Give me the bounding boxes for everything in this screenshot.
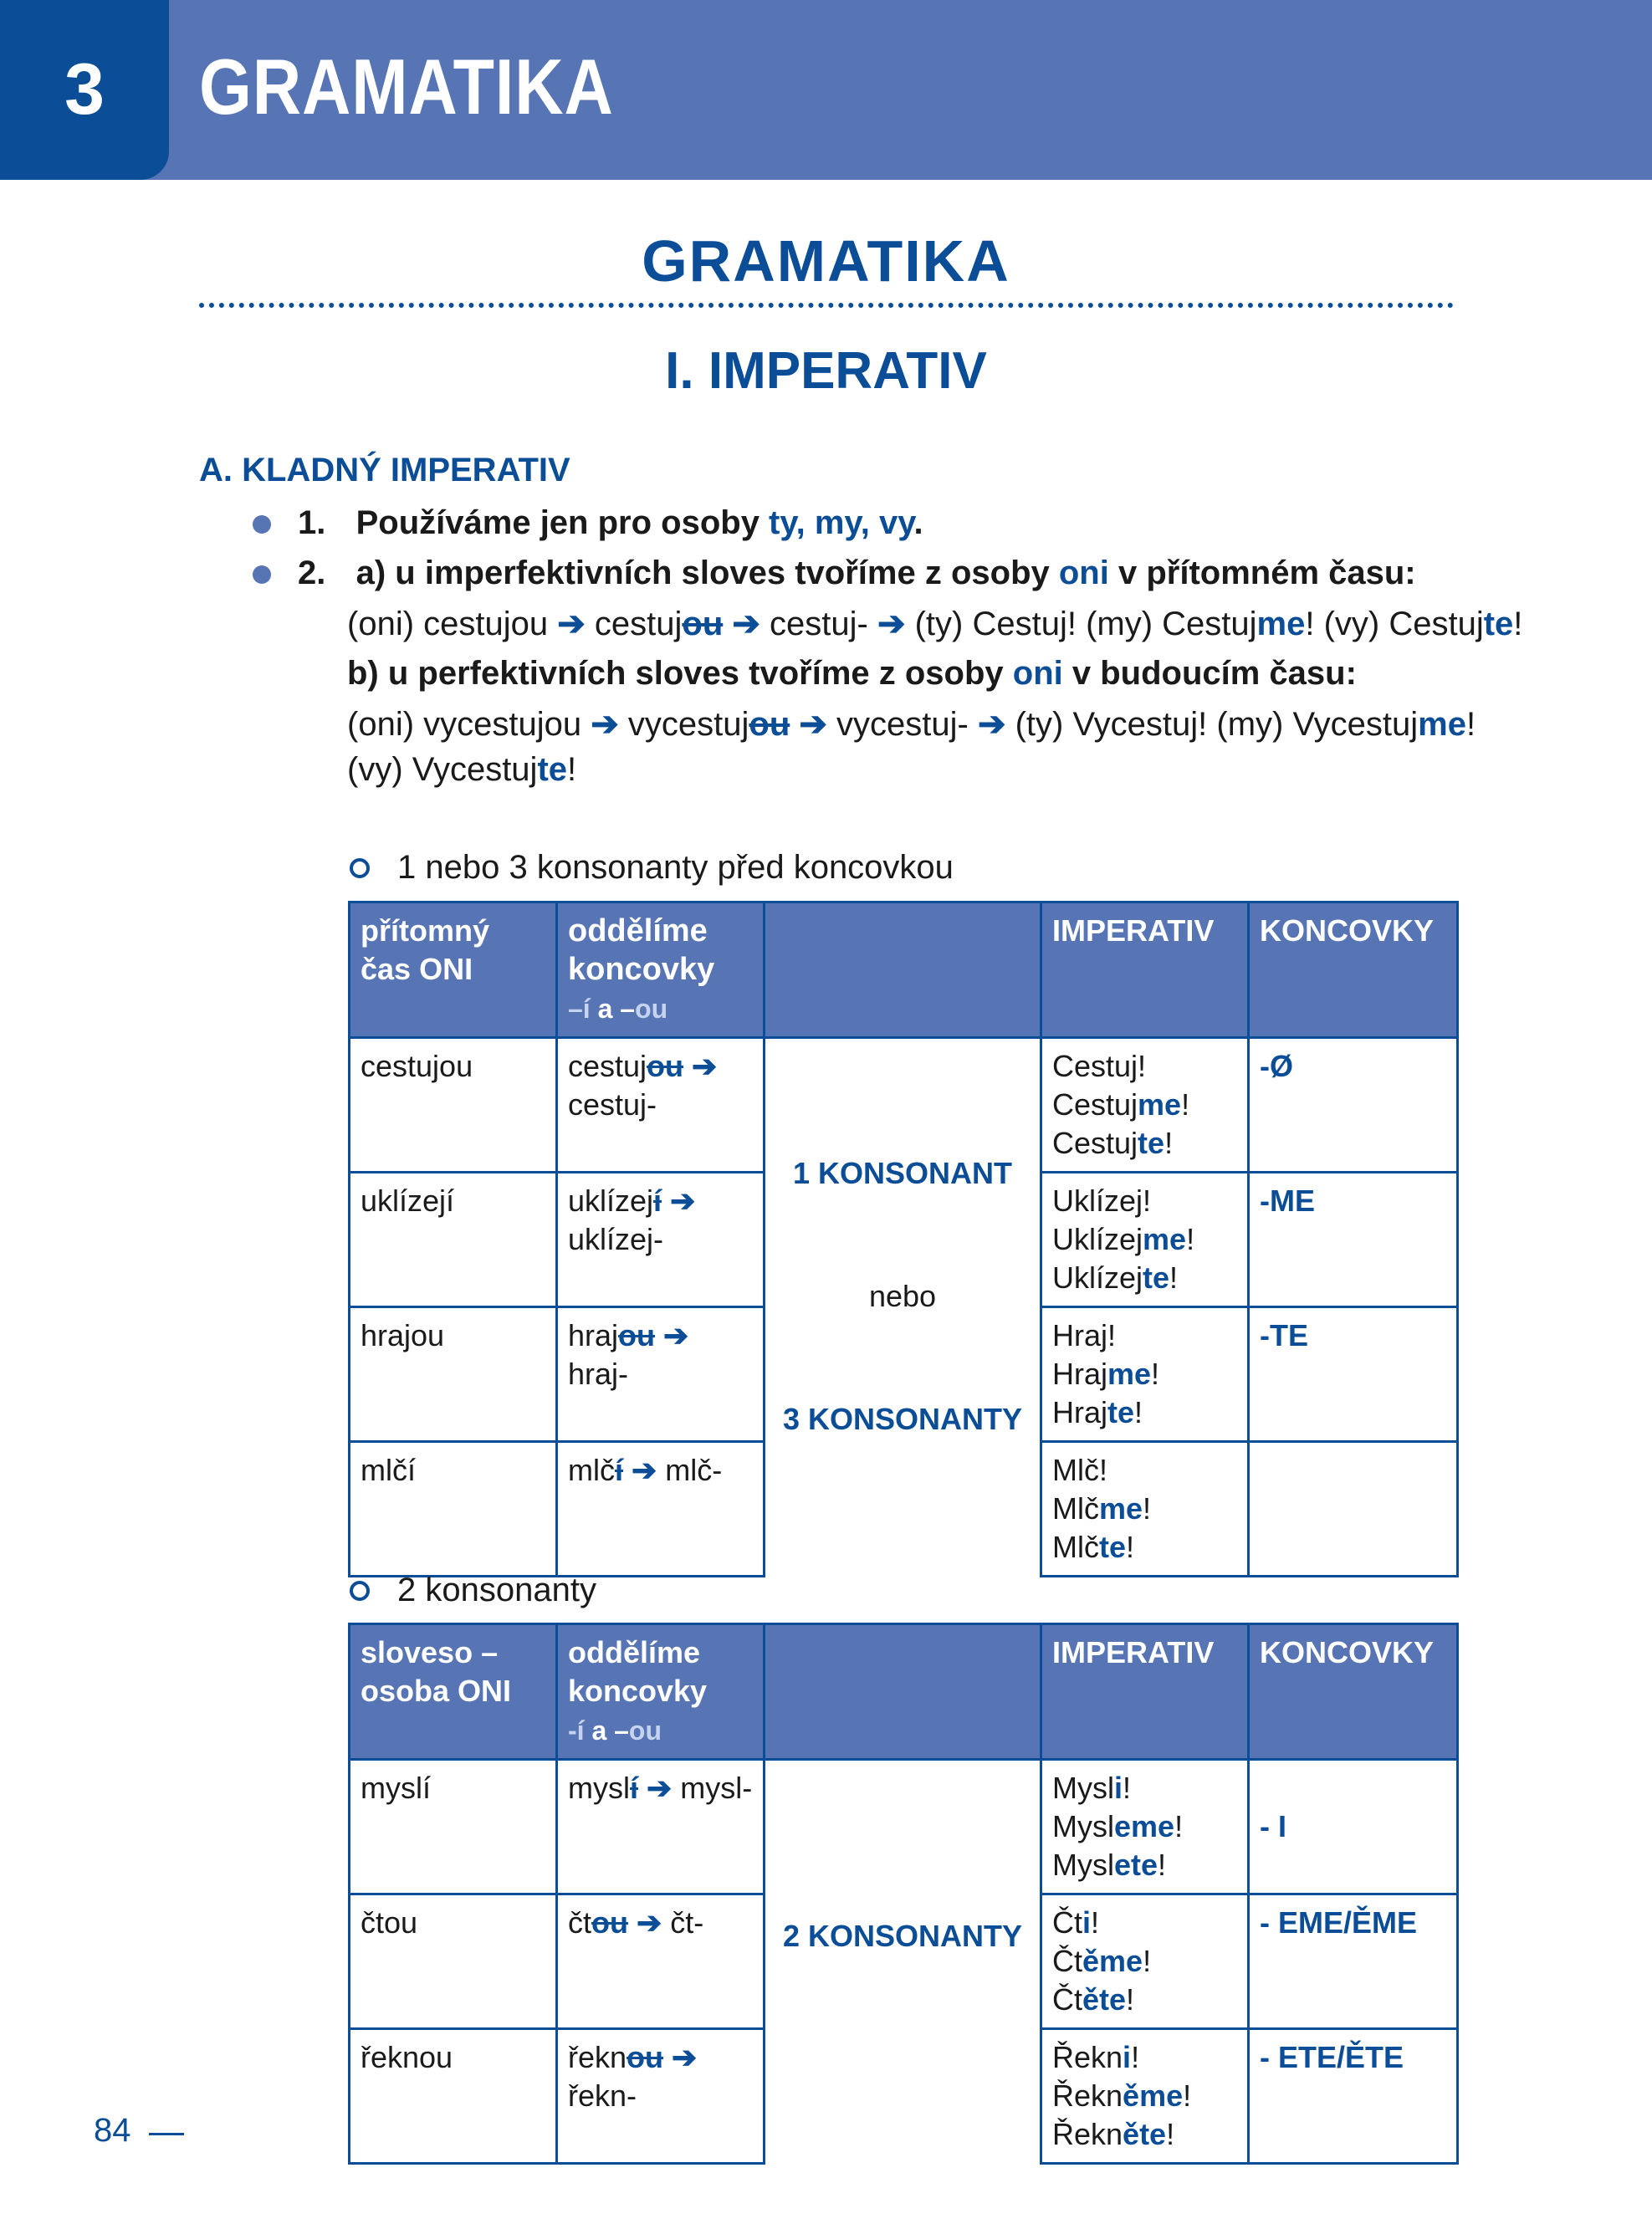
header-text: KONCOVKY xyxy=(1260,1635,1435,1669)
imperative-cell xyxy=(1041,1894,1249,2029)
header-empty xyxy=(765,1624,1041,1760)
stem: cestuj xyxy=(568,1049,647,1083)
circle-bullet-icon xyxy=(350,858,370,878)
stem: hraj xyxy=(568,1318,619,1352)
imperative-cell xyxy=(1041,1760,1249,1894)
imp: ! xyxy=(1143,1184,1152,1218)
crossed-ending: ou xyxy=(591,1905,628,1940)
subsection-heading: A. KLADNÝ IMPERATIV xyxy=(199,452,570,488)
header-sub: ou xyxy=(635,994,668,1024)
present-form: mlčí xyxy=(350,1442,557,1577)
page-title: GRAMATIKA xyxy=(642,228,1010,294)
rule-point-2a xyxy=(298,555,1416,592)
stem-result: cestuj- xyxy=(568,1087,657,1122)
imp: Mysl xyxy=(1052,1771,1114,1805)
consonant-rule-cell xyxy=(765,1760,1041,2164)
table-row xyxy=(350,1760,1458,1894)
rule-two-consonants: 2 KONSONANTY xyxy=(782,1919,1023,1953)
imperative-table-1 xyxy=(348,901,1459,1577)
ending-cell: -ME xyxy=(1249,1173,1458,1307)
arrow-right-icon: ➔ xyxy=(637,1905,662,1940)
arrow-right-icon: ➔ xyxy=(877,606,906,642)
consonant-rule-cell xyxy=(765,1038,1041,1577)
imp: ! xyxy=(1134,1395,1143,1429)
arrow-right-icon: ➔ xyxy=(591,706,619,743)
ending-cell xyxy=(1249,1442,1458,1577)
point-number: 2. xyxy=(298,555,326,591)
point-text: a) u imperfektivních sloves tvoříme z osoby xyxy=(355,555,1059,591)
chapter-number: 3 xyxy=(64,49,105,130)
stem: mlč xyxy=(568,1453,615,1487)
header-text: IMPERATIV xyxy=(1052,1635,1215,1669)
stem-cell xyxy=(557,1307,765,1442)
header-text: přítomný čas ONI xyxy=(361,913,490,986)
ending-me: ěme xyxy=(1082,1944,1143,1978)
imp: ! xyxy=(1164,1126,1174,1160)
table1-caption: 1 nebo 3 konsonanty před koncovkou xyxy=(397,849,954,886)
imperative-cell xyxy=(1041,2029,1249,2164)
imp: Cestuj xyxy=(1052,1049,1138,1083)
stem-cell xyxy=(557,1038,765,1173)
highlight-text: oni xyxy=(1012,655,1063,692)
imp: Řekn xyxy=(1052,2117,1123,2151)
rule-point-2b xyxy=(347,655,1357,693)
imp: Uklízej xyxy=(1052,1184,1143,1218)
example-text: ! xyxy=(567,751,577,788)
imp: Hraj xyxy=(1052,1318,1108,1352)
imp: ! xyxy=(1126,1530,1135,1564)
crossed-ending: ou xyxy=(618,1318,656,1352)
header-text: IMPERATIV xyxy=(1052,913,1215,948)
stem-cell xyxy=(557,1442,765,1577)
crossed-ending: ou xyxy=(749,706,790,743)
imp: ! xyxy=(1107,1318,1117,1352)
rule-one-consonant: 1 KONSONANT xyxy=(792,1156,1013,1190)
header-sub: –í xyxy=(568,994,591,1024)
ending-me: me xyxy=(1143,1222,1187,1256)
crossed-ending: í xyxy=(630,1771,639,1805)
ending-me: me xyxy=(1256,606,1306,642)
page-number-line xyxy=(149,2133,184,2135)
example-text: (vy) Vycestuj xyxy=(347,751,538,788)
example-text: ! xyxy=(1465,706,1476,743)
ending-te: te xyxy=(1107,1395,1135,1429)
ending-me: me xyxy=(1107,1357,1152,1391)
stem: mysl xyxy=(568,1771,630,1805)
ending-cell: -Ø xyxy=(1249,1038,1458,1173)
point-end: v budoucím času: xyxy=(1062,655,1357,692)
imperative-cell xyxy=(1041,1038,1249,1173)
arrow-right-icon: ➔ xyxy=(632,1453,657,1487)
rule-three-consonants: 3 KONSONANTY xyxy=(782,1402,1023,1436)
ending-cell: - I xyxy=(1249,1760,1458,1894)
imp: ! xyxy=(1169,1260,1179,1295)
stem-result: mlč- xyxy=(665,1453,723,1487)
imp: ! xyxy=(1131,2040,1140,2074)
stem: uklízej xyxy=(568,1184,654,1218)
imp: ! xyxy=(1091,1905,1100,1940)
ending-cell: -TE xyxy=(1249,1307,1458,1442)
table1-wrapper xyxy=(348,901,1456,1564)
arrow-right-icon: ➔ xyxy=(663,1318,689,1352)
rule-point-1 xyxy=(298,504,923,542)
imp: Mlč xyxy=(1052,1453,1099,1487)
table2-caption: 2 konsonanty xyxy=(397,1572,596,1608)
ending-me: me xyxy=(1138,1087,1182,1122)
ending-me: eme xyxy=(1114,1809,1175,1843)
present-form: uklízejí xyxy=(350,1173,557,1307)
imperative-cell xyxy=(1041,1442,1249,1577)
ending-te: ěte xyxy=(1123,2117,1167,2151)
ending-i: i xyxy=(1123,2040,1132,2074)
stem: čt xyxy=(568,1905,592,1940)
example-text: ! (vy) Cestuj xyxy=(1305,606,1484,642)
imp: ! xyxy=(1143,1491,1152,1526)
present-form: hrajou xyxy=(350,1307,557,1442)
arrow-right-icon: ➔ xyxy=(647,1771,673,1805)
imp: ! xyxy=(1126,1982,1135,2017)
page-number: 84 xyxy=(94,2112,131,2149)
point-text: Používáme jen pro osoby xyxy=(355,504,770,541)
imp: Uklízej xyxy=(1052,1222,1143,1256)
stem-result: mysl- xyxy=(680,1771,753,1805)
rule-or: nebo xyxy=(868,1279,937,1313)
example-perfective xyxy=(347,705,1476,744)
stem-cell xyxy=(557,1760,765,1894)
header-sub: a – xyxy=(590,994,636,1024)
imp: Mysl xyxy=(1052,1809,1114,1843)
ending-me: me xyxy=(1099,1491,1143,1526)
arrow-right-icon: ➔ xyxy=(670,1184,696,1218)
highlight-text: oni xyxy=(1058,555,1109,591)
example-text: (ty) Cestuj! (my) Cestuj xyxy=(914,606,1257,642)
table2-wrapper xyxy=(348,1623,1456,2151)
imp: Hraj xyxy=(1052,1395,1108,1429)
imp: ! xyxy=(1174,1809,1184,1843)
present-form: myslí xyxy=(350,1760,557,1894)
ending-i: i xyxy=(1082,1905,1092,1940)
header-empty xyxy=(765,902,1041,1038)
example-text: ! xyxy=(1513,606,1523,642)
header-sub: a – xyxy=(584,1715,629,1746)
example-text: vycestuj xyxy=(627,706,749,743)
imp: ! xyxy=(1143,1944,1152,1978)
present-form: čtou xyxy=(350,1894,557,2029)
arrow-right-icon: ➔ xyxy=(977,706,1006,743)
imp: Mlč xyxy=(1052,1491,1099,1526)
imp: Mysl xyxy=(1052,1848,1114,1882)
header-endings xyxy=(1249,902,1458,1038)
imp: Hraj xyxy=(1052,1357,1108,1391)
arrow-right-icon: ➔ xyxy=(692,1049,718,1083)
imp: Cestuj xyxy=(1052,1126,1138,1160)
header-text: oddělíme koncovky xyxy=(568,913,715,987)
arrow-right-icon: ➔ xyxy=(557,606,586,642)
crossed-ending: ou xyxy=(627,2040,664,2074)
imperative-table-2 xyxy=(348,1623,1459,2165)
ending-te: te xyxy=(1099,1530,1127,1564)
stem-cell xyxy=(557,2029,765,2164)
bullet-icon xyxy=(253,515,271,534)
ending-cell: - ETE/ĚTE xyxy=(1249,2029,1458,2164)
imp: ! xyxy=(1158,1848,1167,1882)
highlight-text: ty, my, vy xyxy=(769,504,914,541)
circle-bullet-icon xyxy=(350,1581,370,1601)
present-form: řeknou xyxy=(350,2029,557,2164)
ending-te: te xyxy=(1138,1126,1165,1160)
example-text: (oni) vycestujou xyxy=(347,706,582,743)
table-row xyxy=(350,1038,1458,1173)
chapter-number-box xyxy=(0,0,169,180)
ending-te: te xyxy=(537,751,568,788)
imp: Čt xyxy=(1052,1982,1082,2017)
imp: ! xyxy=(1138,1049,1147,1083)
arrow-right-icon: ➔ xyxy=(799,706,827,743)
header-text: oddělíme koncovky xyxy=(568,1635,708,1708)
point-text: b) u perfektivních sloves tvoříme z osoby xyxy=(347,655,1013,692)
point-end: . xyxy=(913,504,923,541)
chapter-title: GRAMATIKA xyxy=(199,43,614,130)
stem-cell xyxy=(557,1173,765,1307)
ending-te: te xyxy=(1483,606,1514,642)
imp: Uklízej xyxy=(1052,1260,1143,1295)
example-text: vycestuj- xyxy=(836,706,969,743)
header-endings xyxy=(1249,1624,1458,1760)
imp: Mlč xyxy=(1052,1530,1099,1564)
imp: ! xyxy=(1099,1453,1108,1487)
header-imperative xyxy=(1041,1624,1249,1760)
imperative-cell xyxy=(1041,1307,1249,1442)
ending-te: ěte xyxy=(1082,1982,1127,2017)
imp: ! xyxy=(1186,1222,1195,1256)
imp: ! xyxy=(1181,1087,1190,1122)
example-imperfective xyxy=(347,605,1522,643)
crossed-ending: í xyxy=(615,1453,624,1487)
section-title: I. IMPERATIV xyxy=(665,342,987,400)
header-imperative xyxy=(1041,902,1249,1038)
crossed-ending: ou xyxy=(682,606,724,642)
example-text: (oni) cestujou xyxy=(347,606,549,642)
ending-te: te xyxy=(1143,1260,1170,1295)
ending-me: me xyxy=(1418,706,1466,743)
point-end: v přítomném času: xyxy=(1108,555,1416,591)
header-sub: -í xyxy=(568,1715,585,1746)
header-separate-endings xyxy=(557,902,765,1038)
stem-result: hraj- xyxy=(568,1357,629,1391)
imperative-cell xyxy=(1041,1173,1249,1307)
point-number: 1. xyxy=(298,504,326,541)
stem-result: řekn- xyxy=(568,2078,637,2113)
crossed-ending: ou xyxy=(647,1049,684,1083)
header-text: sloveso – osoba ONI xyxy=(361,1635,512,1708)
header-text: KONCOVKY xyxy=(1260,913,1435,948)
arrow-right-icon: ➔ xyxy=(672,2040,698,2074)
example-text: (ty) Vycestuj! (my) Vycestuj xyxy=(1015,706,1419,743)
imp: ! xyxy=(1123,1771,1132,1805)
imp: ! xyxy=(1183,2078,1192,2113)
header-sub: ou xyxy=(628,1715,662,1746)
crossed-ending: í xyxy=(653,1184,662,1218)
header-present-tense xyxy=(350,902,557,1038)
imp: Cestuj xyxy=(1052,1087,1138,1122)
example-text: cestuj- xyxy=(770,606,868,642)
header-separate-endings xyxy=(557,1624,765,1760)
ending-me: ěme xyxy=(1123,2078,1184,2113)
imp: Čt xyxy=(1052,1944,1082,1978)
imp: ! xyxy=(1151,1357,1160,1391)
imp: ! xyxy=(1166,2117,1175,2151)
header-verb-person xyxy=(350,1624,557,1760)
imp: Řekn xyxy=(1052,2078,1123,2113)
arrow-right-icon: ➔ xyxy=(732,606,760,642)
imp: Řekn xyxy=(1052,2040,1123,2074)
stem-cell xyxy=(557,1894,765,2029)
stem-result: čt- xyxy=(670,1905,704,1940)
ending-te: ete xyxy=(1114,1848,1158,1882)
present-form: cestujou xyxy=(350,1038,557,1173)
example-perfective-cont xyxy=(347,751,576,789)
ending-cell: - EME/ĚME xyxy=(1249,1894,1458,2029)
stem: řekn xyxy=(568,2040,627,2074)
stem-result: uklízej- xyxy=(568,1222,664,1256)
example-text: cestuj xyxy=(594,606,683,642)
imp: Čt xyxy=(1052,1905,1082,1940)
ending-i: i xyxy=(1114,1771,1123,1805)
bullet-icon xyxy=(253,565,271,584)
dotted-divider xyxy=(199,303,1454,308)
